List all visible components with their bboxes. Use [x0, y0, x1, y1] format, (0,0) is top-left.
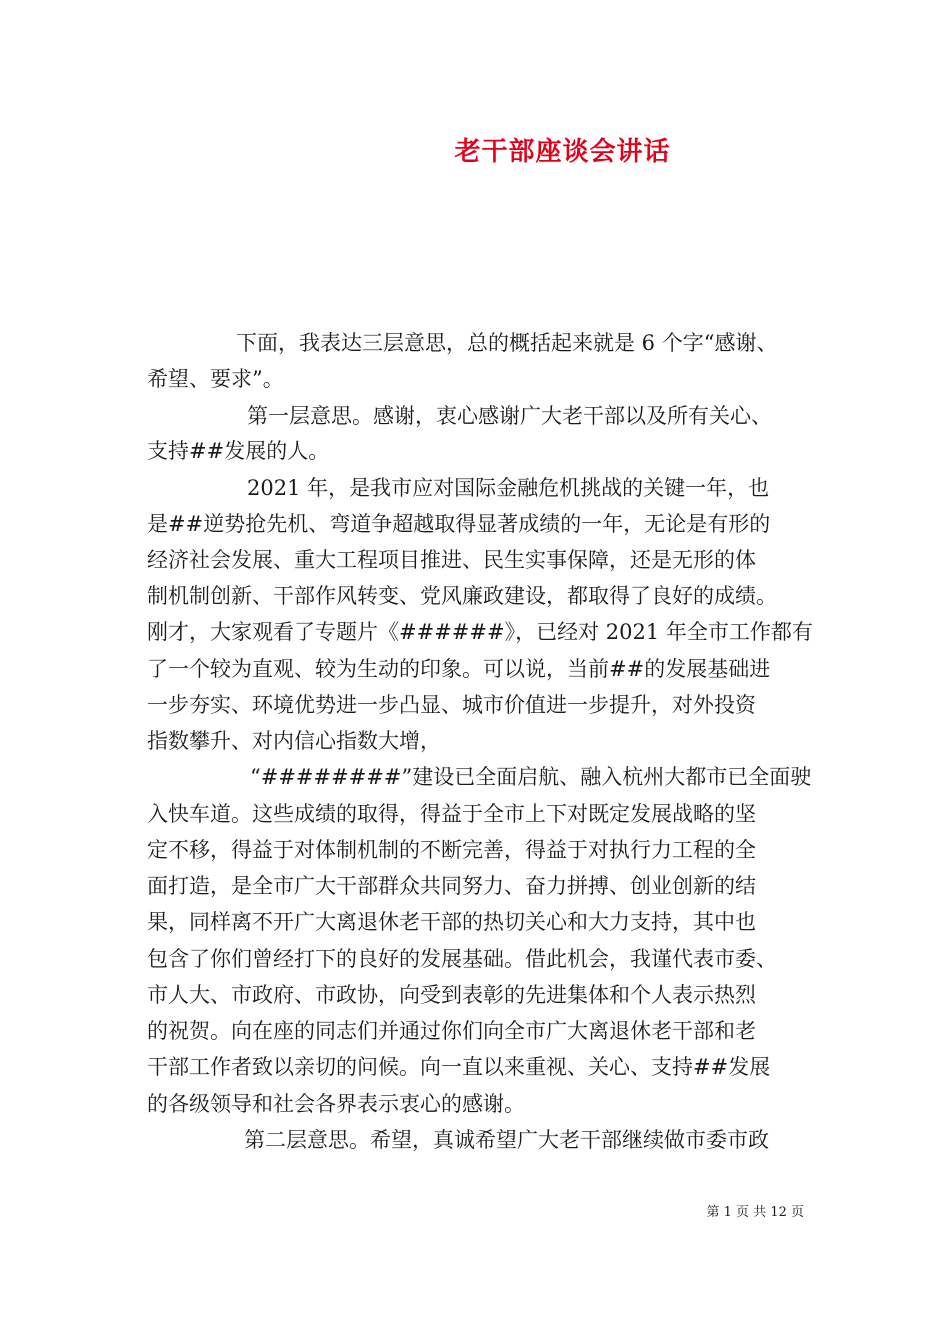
body-line: 希望、要求”。: [147, 367, 284, 391]
body-line: 干部工作者致以亲切的问候。向一直以来重视、关心、支持##发展: [147, 1055, 771, 1079]
body-line: 2021 年，是我市应对国际金融危机挑战的关键一年，也: [247, 476, 770, 500]
body-line: 第一层意思。感谢，衷心感谢广大老干部以及所有关心、: [247, 404, 772, 428]
body-line: 支持##发展的人。: [147, 439, 330, 463]
body-line: 一步夯实、环境优势进一步凸显、城市价值进一步提升，对外投资: [147, 693, 756, 717]
body-line: 定不移，得益于对体制机制的不断完善，得益于对执行力工程的全: [147, 838, 756, 862]
page-number: 第 1 页 共 12 页: [706, 1205, 804, 1220]
body-line: 市人大、市政府、市政协，向受到表彰的先进集体和个人表示热烈: [147, 983, 756, 1007]
body-line: 下面，我表达三层意思，总的概括起来就是 6 个字“感谢、: [236, 331, 778, 355]
body-line: 果，同样离不开广大离退休老干部的热切关心和大力支持，其中也: [147, 910, 756, 934]
body-line: 了一个较为直观、较为生动的印象。可以说，当前##的发展基础进: [147, 657, 771, 681]
body-line: 面打造，是全市广大干部群众共同努力、奋力拼搏、创业创新的结: [147, 874, 756, 898]
body-line: 的各级领导和社会各界表示衷心的感谢。: [147, 1092, 525, 1116]
body-line: 刚才，大家观看了专题片《######》，已经对 2021 年全市工作都有: [147, 620, 813, 644]
body-line: 包含了你们曾经打下的良好的发展基础。借此机会，我谨代表市委、: [147, 947, 777, 971]
body-line: “########”建设已全面启航、融入杭州大都市已全面驶: [250, 765, 812, 789]
document-title: 老干部座谈会讲话: [454, 137, 671, 167]
body-line: 入快车道。这些成绩的取得，得益于全市上下对既定发展战略的坚: [147, 802, 756, 826]
body-line: 第二层意思。希望，真诚希望广大老干部继续做市委市政: [244, 1128, 769, 1152]
body-line: 是##逆势抢先机、弯道争超越取得显著成绩的一年，无论是有形的: [147, 512, 771, 536]
body-line: 经济社会发展、重大工程项目推进、民生实事保障，还是无形的体: [147, 548, 756, 572]
body-line: 的祝贺。向在座的同志们并通过你们向全市广大离退休老干部和老: [147, 1019, 756, 1043]
body-line: 指数攀升、对内信心指数大增，: [147, 729, 441, 753]
body-line: 制机制创新、干部作风转变、党风廉政建设，都取得了良好的成绩。: [147, 584, 777, 608]
